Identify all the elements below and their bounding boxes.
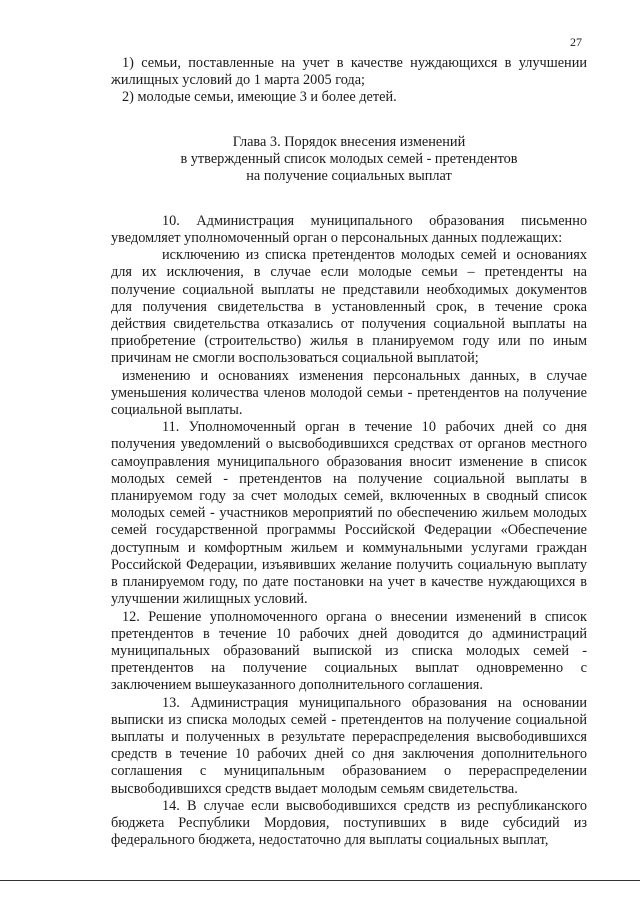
chapter-heading <box>111 134 587 186</box>
list-item: 1) семьи, поставленные на учет в качестве нуждающихся в улучшении жилищных условий до 1 марта 2005 года; <box>111 55 587 89</box>
document-body <box>111 55 587 849</box>
chapter-title: Глава 3. Порядок внесения изменений <box>232 133 466 150</box>
paragraph-11: 11. Уполномоченный орган в течение 10 рабочих дней со дня получения уведомлений о высвободившихся средствах от органов местного самоуправления муниципального образования вносит изменение в список молодых семей - претендентов на получение социальной выплаты в планируемом году за счет молодых семей, включенных в сводный список молодых семей - участников мероприятий по обеспечению жильем молодых семей государственной программы Российской Федерации «Обеспечение доступным и комфортным жильем и коммунальными услугами граждан Российской Федерации, изъявивших желание получить социальную выплату в планируемом году, по дате постановки на учет в качестве нуждающихся в улучшении жилищных условий. <box>111 419 587 608</box>
page-number: 27 <box>570 35 582 49</box>
paragraph-13: 13. Администрация муниципального образования на основании выписки из списка молодых семей - претендентов на получение социальной выплаты и полученных в результате перераспределения высвободившихся средств в течение 10 рабочих дней со дня заключения дополнительного соглашения с муниципальным образованием о перераспределении высвободившихся средств выдает молодым семьям свидетельства. <box>111 694 587 797</box>
paragraph-10: 10. Администрация муниципального образования письменно уведомляет уполномоченный орган о персональных данных подлежащих: <box>111 212 587 247</box>
paragraph-10-item: исключению из списка претендентов молодых семей и основаниях для их исключения, в случае если молодые семьи – претенденты на получение социальной выплаты не представили необходимых документов для получения свидетельства в установленный срок, в течение срока действия свидетельства отказались от получения социальной выплаты на приобретение (строительство) жилья в планируемом году или по иным причинам не смогли воспользоваться социальной выплатой; <box>111 247 587 367</box>
paragraph-14: 14. В случае если высвободившихся средств из республиканского бюджета Республики Мордовия, поступивших в виде субсидий из федерального бюджета, недостаточно для выплаты социальных выплат, <box>111 797 587 849</box>
paragraph-10-item: изменению и основаниях изменения персональных данных, в случае уменьшения количества членов молодой семьи - претендентов на получение социальной выплаты. <box>111 367 587 419</box>
list-item: 2) молодые семьи, имеющие 3 и более детей. <box>122 89 397 106</box>
chapter-subtitle-line: в утвержденный список молодых семей - претендентов <box>180 151 518 168</box>
scan-bottom-edge <box>0 880 640 881</box>
paragraph-12: 12. Решение уполномоченного органа о внесении изменений в список претендентов в течение 10 рабочих дней доводится до администраций муниципальных образований выпиской из списка молодых семей - претендентов на получение социальных выплат одновременно с заключением вышеуказанного дополнительного соглашения. <box>111 608 587 694</box>
chapter-subtitle-line: на получение социальных выплат <box>246 168 452 185</box>
